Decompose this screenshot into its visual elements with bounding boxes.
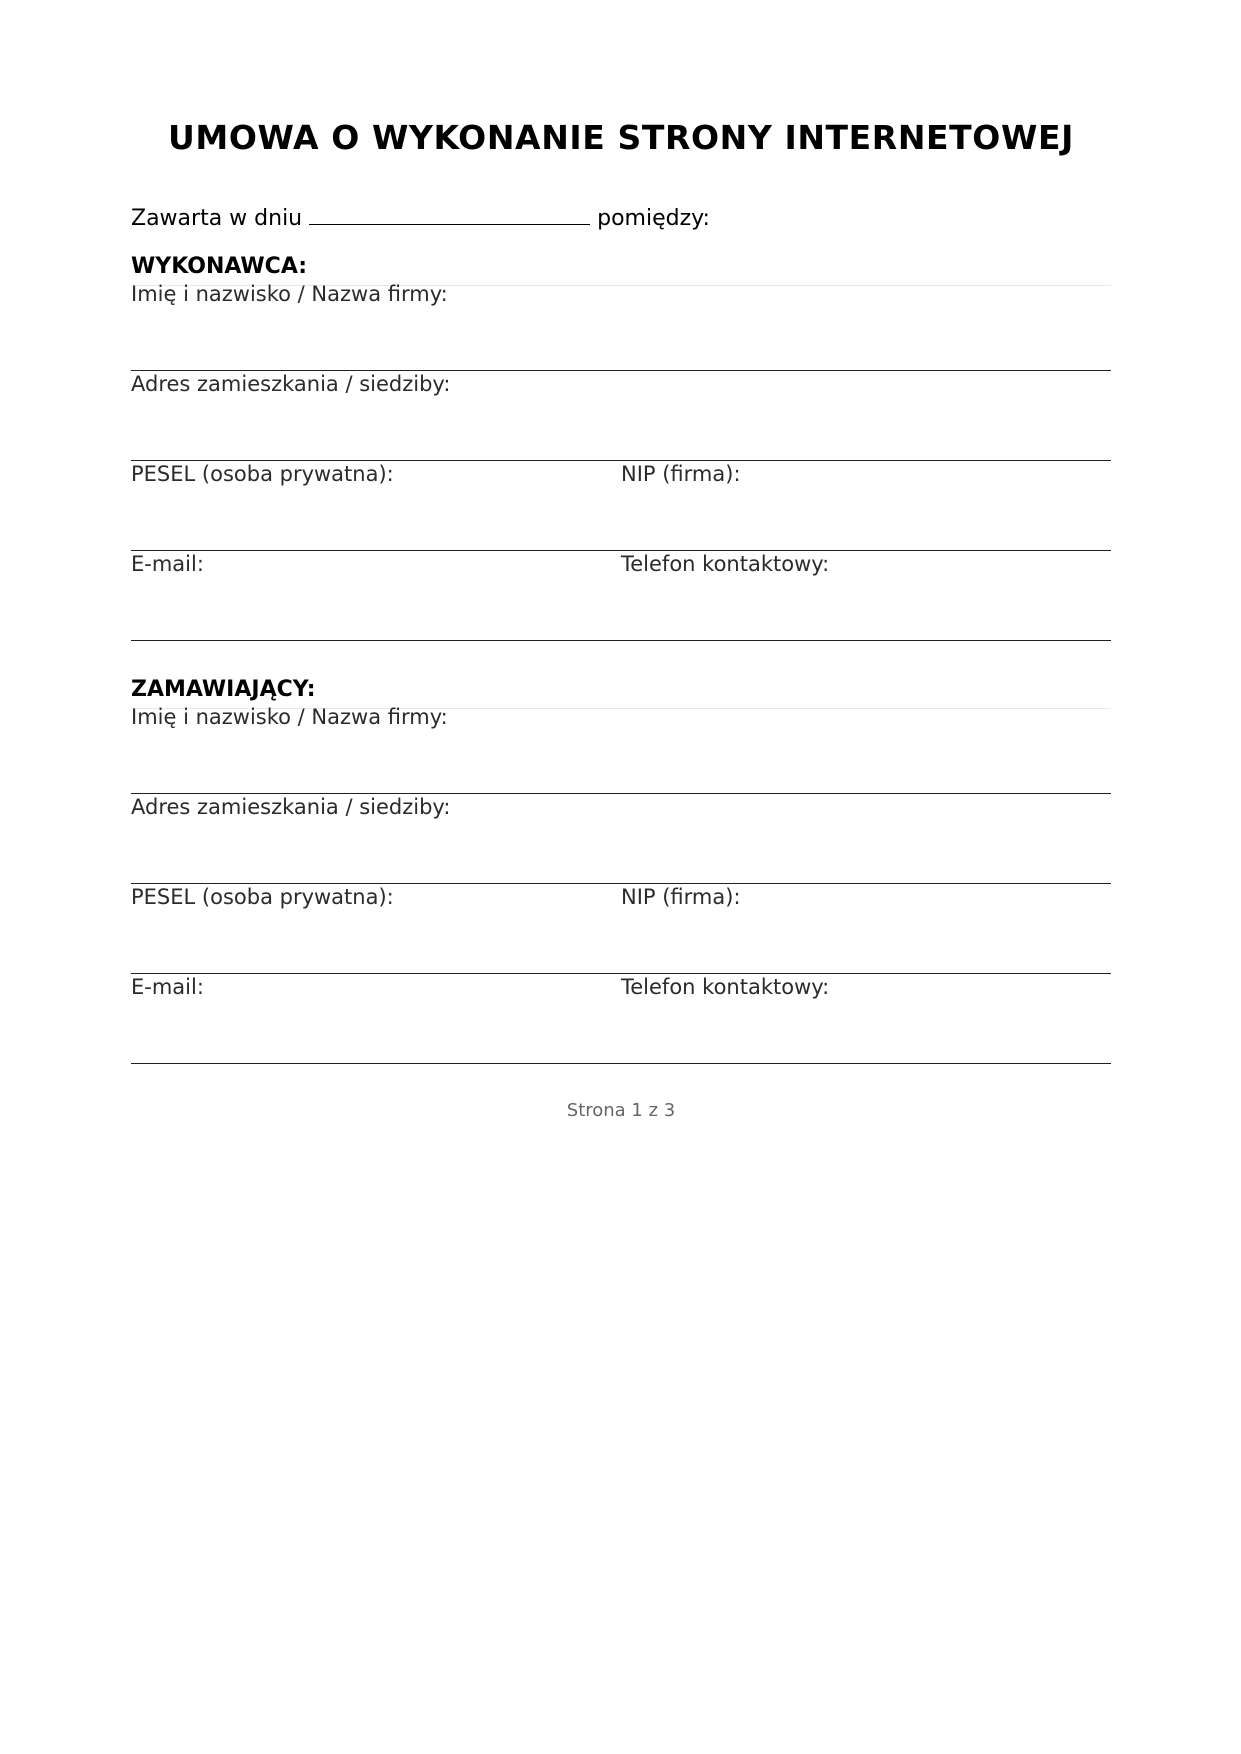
contractor-phone-field[interactable] [621,550,1111,640]
client-phone-label: Telefon kontaktowy: [621,975,830,999]
client-address-field[interactable] [131,793,1111,884]
client-pesel-field[interactable] [131,883,621,973]
client-email-field[interactable] [131,973,621,1063]
contractor-nip-field[interactable] [621,460,1111,550]
client-phone-field[interactable] [621,973,1111,1063]
client-name-label: Imię i nazwisko / Nazwa firmy: [131,705,448,729]
contractor-email-field[interactable] [131,550,621,640]
document-title: UMOWA O WYKONANIE STRONY INTERNETOWEJ [168,118,1074,157]
contractor-id-row [131,460,1111,551]
intro-prefix: Zawarta w dniu [131,206,303,231]
intro-line [131,196,710,231]
contractor-address-label: Adres zamieszkania / siedziby: [131,372,451,396]
contractor-pesel-field[interactable] [131,460,621,550]
client-name-field[interactable] [131,703,1111,794]
contractor-phone-label: Telefon kontaktowy: [621,552,830,576]
date-field[interactable] [309,196,590,225]
client-contact-row [131,973,1111,1064]
client-address-label: Adres zamieszkania / siedziby: [131,795,451,819]
contractor-email-label: E-mail: [131,552,204,576]
contractor-contact-row [131,550,1111,641]
contractor-pesel-label: PESEL (osoba prywatna): [131,462,394,486]
contractor-nip-label: NIP (firma): [621,462,741,486]
client-heading: ZAMAWIAJĄCY: [131,677,1111,709]
client-id-row [131,883,1111,974]
client-nip-label: NIP (firma): [621,885,741,909]
contractor-heading: WYKONAWCA: [131,254,1111,286]
client-email-label: E-mail: [131,975,204,999]
contractor-name-label: Imię i nazwisko / Nazwa firmy: [131,282,448,306]
intro-suffix: pomiędzy: [597,206,710,231]
page-indicator: Strona 1 z 3 [566,1100,676,1121]
client-pesel-label: PESEL (osoba prywatna): [131,885,394,909]
contractor-address-field[interactable] [131,370,1111,461]
client-nip-field[interactable] [621,883,1111,973]
contractor-name-field[interactable] [131,280,1111,371]
